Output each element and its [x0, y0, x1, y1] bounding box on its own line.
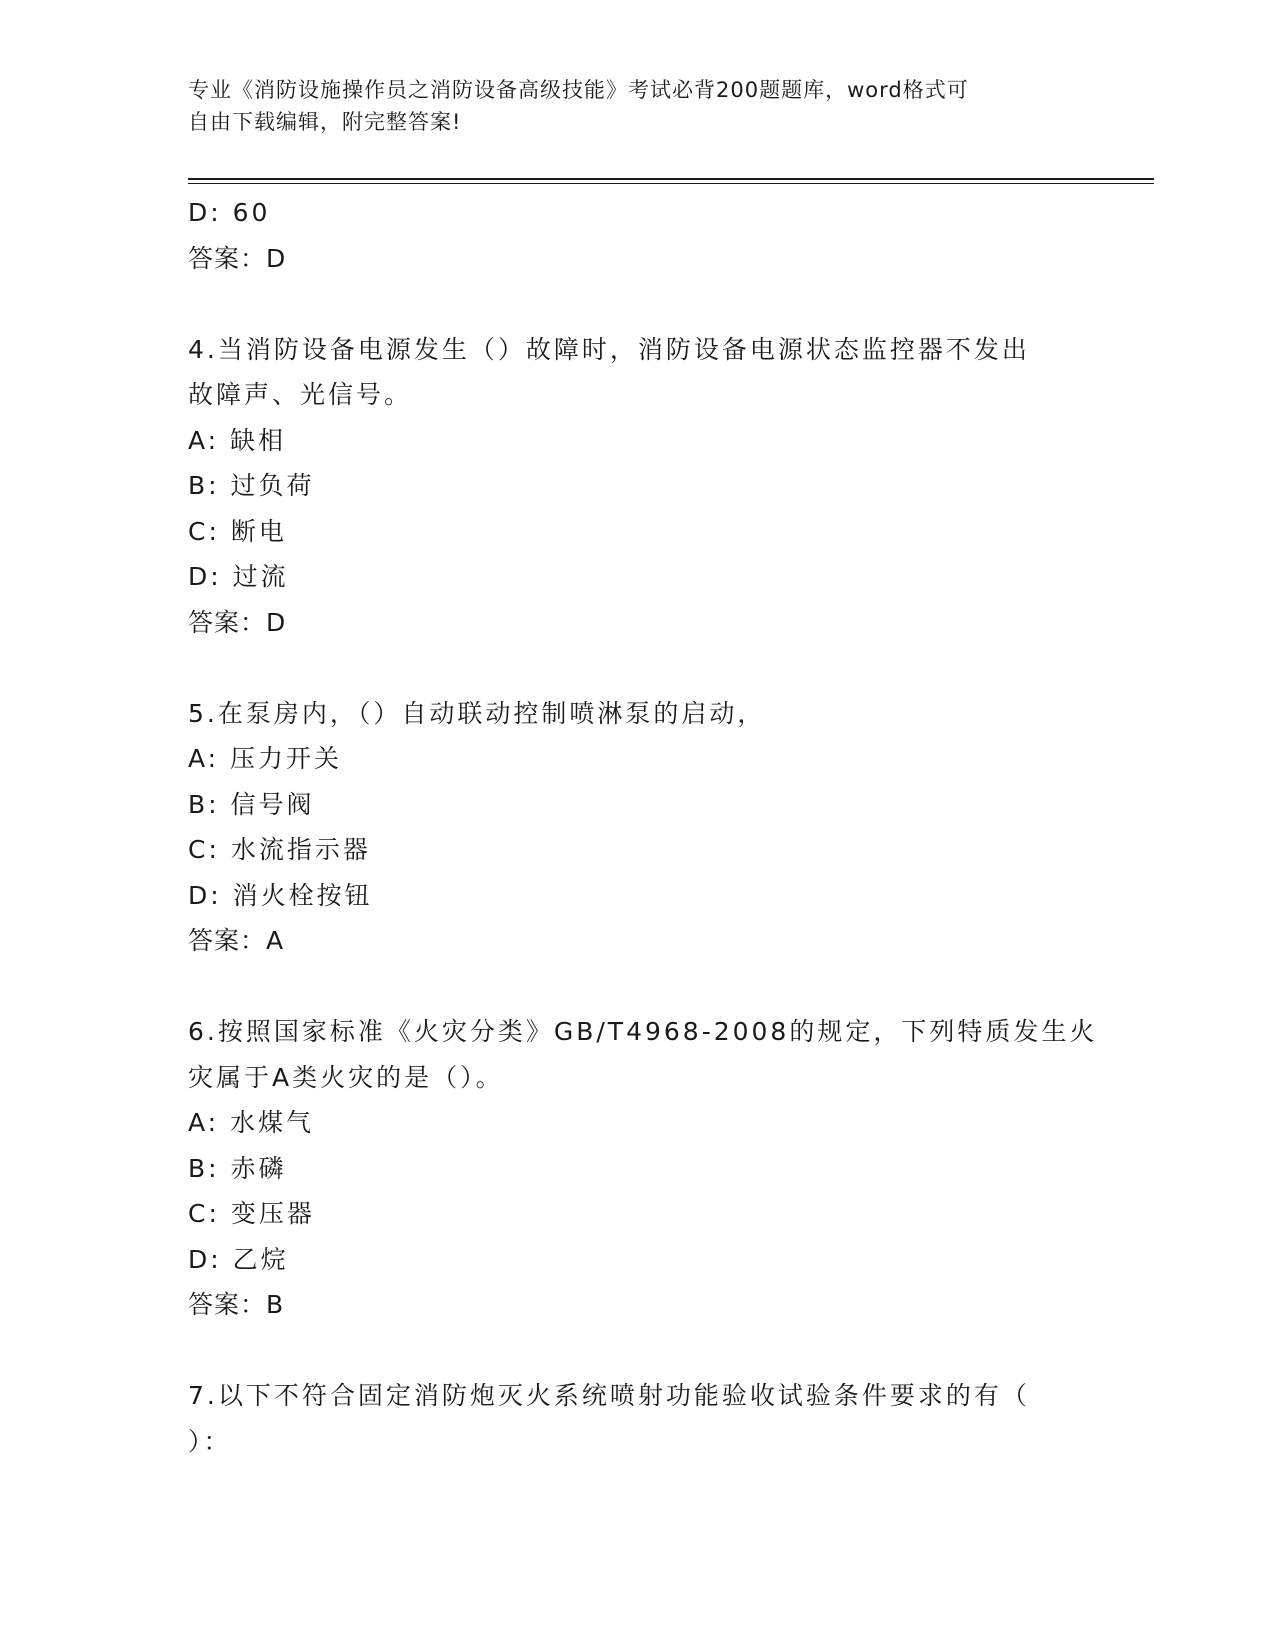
question-6-option-c: C: 变压器: [188, 1199, 315, 1228]
spacer: [188, 964, 1088, 1010]
question-4-stem-2: 故障声、光信号。: [188, 380, 413, 409]
question-4-option-a: A: 缺相: [188, 425, 287, 455]
question-6-option-a: A: 水煤气: [188, 1108, 315, 1137]
question-5-stem-1: 5.在泵房内，（）自动联动控制喷淋泵的启动，: [188, 698, 766, 728]
question-5-option-d: D: 消火栓按钮: [188, 880, 373, 910]
question-6-stem-1: 6.按照国家标准《火灾分类》GB/T4968-2008的规定，下列特质发生火: [188, 1017, 1098, 1046]
question-5-answer: 答案：A: [188, 926, 285, 955]
header-line-1: 专业《消防设施操作员之消防设备高级技能》考试必背200题题库，word格式可: [188, 78, 969, 102]
question-5-option-a: A: 压力开关: [188, 744, 343, 773]
question-5: [188, 691, 1088, 964]
question-6-answer: 答案：B: [188, 1290, 285, 1319]
question-6-option-b: B: 赤磷: [188, 1153, 287, 1183]
spacer: [188, 645, 1088, 691]
question-6-option-d: D: 乙烷: [188, 1244, 289, 1274]
document-header: [188, 74, 1068, 138]
header-line-2: 自由下载编辑，附完整答案!: [188, 110, 462, 134]
question-6: [188, 1009, 1098, 1328]
prev-answer: 答案：D: [188, 243, 287, 273]
header-divider-thick: [188, 178, 1154, 180]
spacer: [188, 281, 1088, 327]
question-4: [188, 327, 1088, 646]
question-4-stem-1: 4.当消防设备电源发生（）故障时，消防设备电源状态监控器不发出: [188, 334, 1030, 364]
question-7-stem-2: ）：: [188, 1426, 232, 1456]
question-6-stem-2: 灾属于A类火灾的是（）。: [188, 1062, 504, 1092]
question-4-option-b: B: 过负荷: [188, 471, 315, 500]
spacer: [188, 1328, 1088, 1374]
prev-option-d: D: 60: [188, 198, 271, 227]
question-5-option-b: B: 信号阀: [188, 789, 315, 819]
question-4-option-d: D: 过流: [188, 562, 289, 591]
header-divider-thin: [188, 183, 1154, 184]
question-4-option-c: C: 断电: [188, 516, 287, 546]
question-5-option-c: C: 水流指示器: [188, 835, 371, 864]
question-7-stem-1: 7.以下不符合固定消防炮灭火系统喷射功能验收试验条件要求的有（: [188, 1381, 1030, 1410]
question-4-answer: 答案：D: [188, 607, 287, 637]
question-7: [188, 1373, 1088, 1464]
question-list: [188, 190, 1098, 1464]
